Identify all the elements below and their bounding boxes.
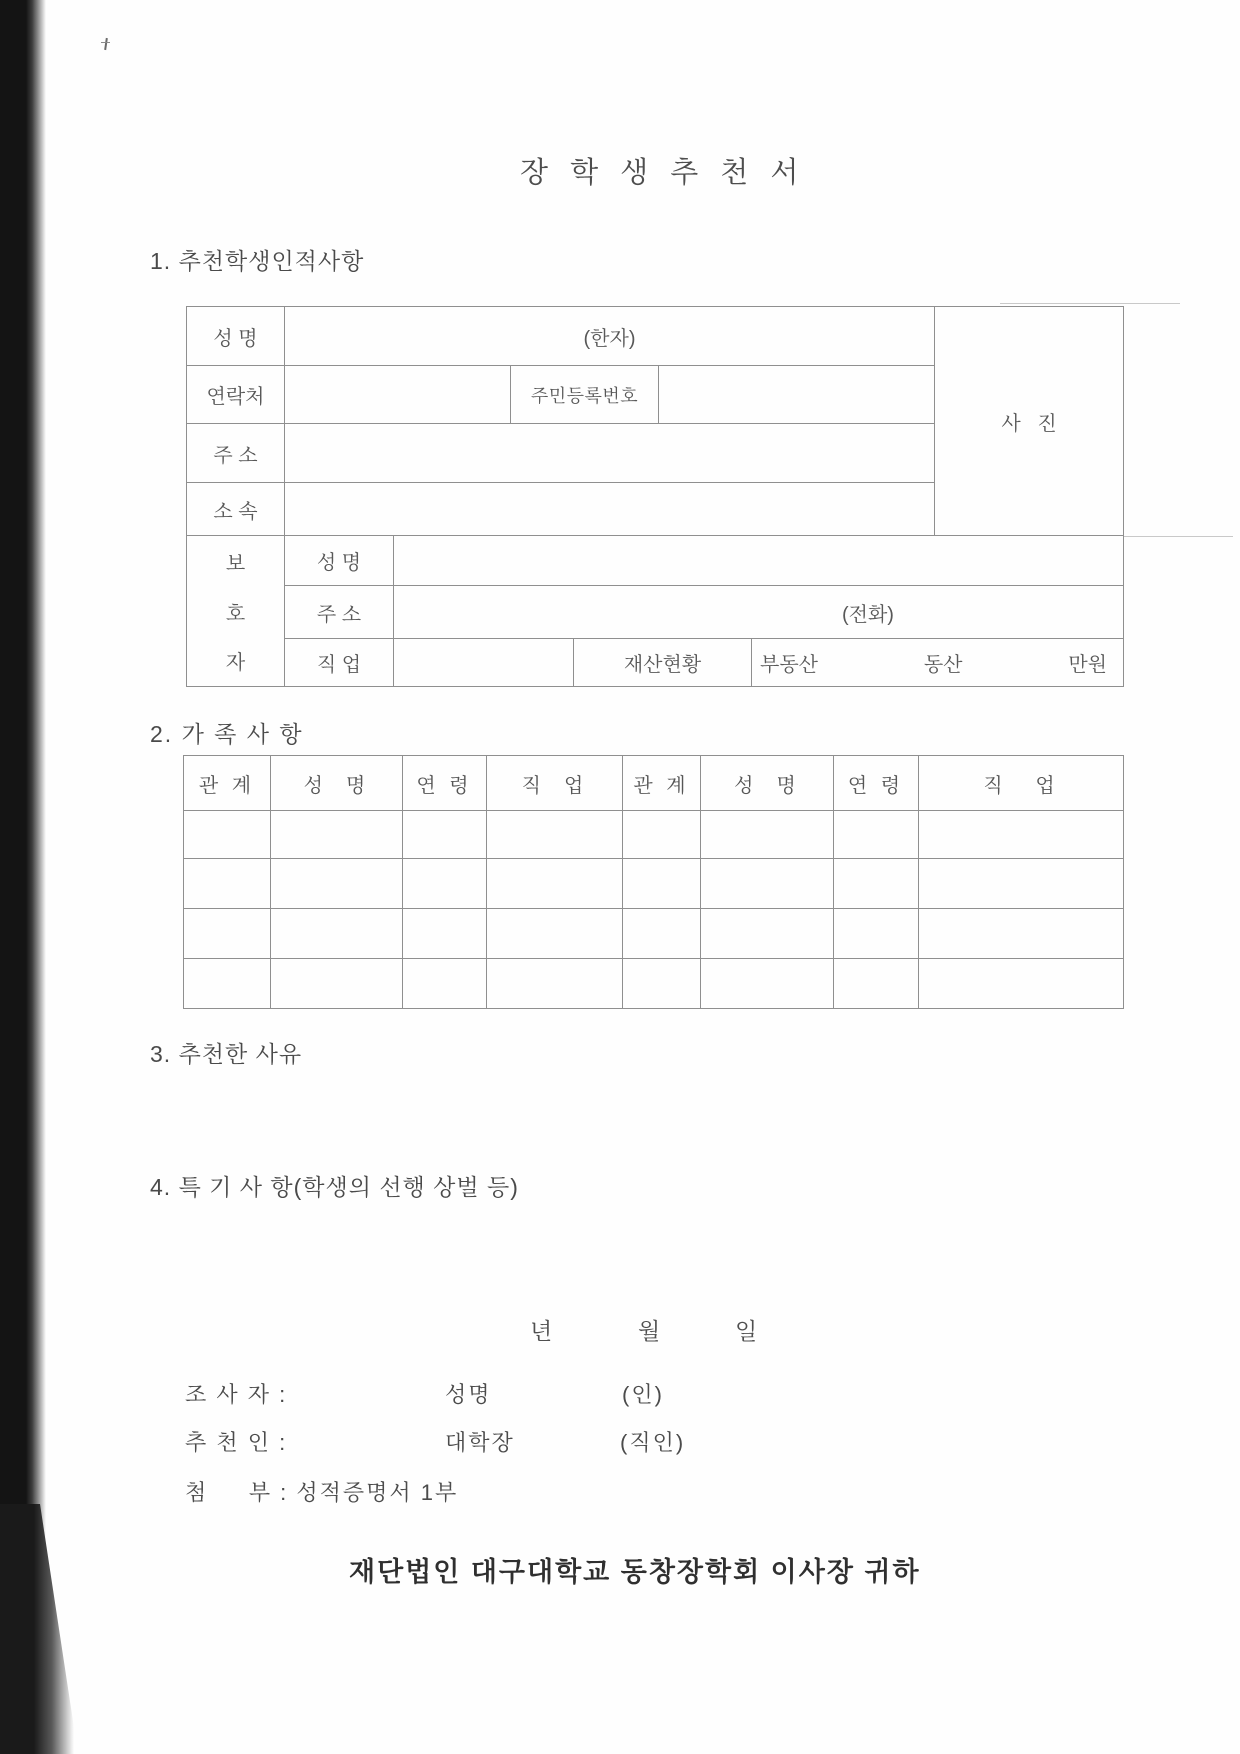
family-cell [701,811,834,859]
student-name-label-cell: 성 명 [187,307,285,366]
family-header-name: 성 명 [271,756,403,811]
family-cell [487,859,623,909]
family-cell [184,909,271,959]
family-cell [834,811,919,859]
scan-streak [1123,536,1233,537]
family-header-relation: 관 계 [184,756,271,811]
family-cell [834,859,919,909]
family-cell [701,909,834,959]
family-table [183,755,1124,1009]
family-cell [403,959,487,1009]
affiliation-value-cell [285,483,935,536]
recommender-label: 추 천 인 : [185,1430,288,1455]
family-header-row [184,756,1124,811]
guardian-name-label-cell: 성 명 [285,536,394,586]
assets-status-label-cell: 재산현황 [574,639,752,687]
family-table-row [184,859,1124,909]
closing-line: 재단법인 대구대학교 동창장학회 이사장 귀하 [349,1557,921,1587]
family-cell [184,859,271,909]
family-table-row [184,811,1124,859]
family-cell [919,909,1124,959]
family-cell [834,959,919,1009]
phone-note: (전화) [842,603,894,626]
guardian-address-value-cell [394,586,1124,639]
family-cell [487,811,623,859]
family-cell [271,811,403,859]
family-cell [403,811,487,859]
guardian-name-value-cell [394,536,1124,586]
year-label: 년 [530,1318,553,1344]
guardian-address-label-cell: 주 소 [285,586,394,639]
family-cell [919,959,1124,1009]
day-label: 일 [735,1318,758,1344]
family-header-job: 직 업 [919,756,1124,811]
recommender-seal-note: (직인) [620,1430,686,1455]
investigator-seal-note: (인) [622,1382,664,1407]
family-cell [271,959,403,1009]
family-cell [701,959,834,1009]
family-header-age: 연 령 [403,756,487,811]
guardian-label-cell [187,536,285,687]
family-header-relation: 관 계 [623,756,701,811]
binding-shadow-band [0,0,46,1754]
recommender-title: 대학장 [445,1430,515,1455]
family-cell [623,811,701,859]
family-cell [919,811,1124,859]
section-1-heading: 1. 추천학생인적사항 [150,248,365,274]
address-label-cell: 주 소 [187,424,285,483]
contact-value-cell [285,366,511,424]
family-cell [403,859,487,909]
section-4-heading: 4. 특 기 사 항(학생의 선행 상벌 등) [150,1174,519,1200]
family-cell [184,959,271,1009]
family-table-row [184,959,1124,1009]
student-name-hanja-cell: (한자) [285,307,935,366]
scan-speck [101,38,111,52]
guardian-job-label-cell: 직 업 [285,639,394,687]
document-title: 장 학 생 추 천 서 [520,157,806,189]
family-header-job: 직 업 [487,756,623,811]
attachment-text: 첨 부 : 성적증명서 1부 [185,1480,459,1505]
family-cell [623,909,701,959]
rrn-label-cell: 주민등록번호 [511,366,659,424]
family-cell [184,811,271,859]
family-header-age: 연 령 [834,756,919,811]
binding-shadow-wedge [0,1504,78,1754]
rrn-value-cell [659,366,935,424]
guardian-job-value-cell [394,639,574,687]
real-estate-label: 부동산 [760,654,818,676]
family-cell [403,909,487,959]
assets-detail-cell [752,639,1124,687]
movables-label: 동산 [923,654,963,676]
family-cell [623,859,701,909]
photo-cell: 사 진 [935,307,1124,536]
family-cell [487,909,623,959]
address-value-cell [285,424,935,483]
section-3-heading: 3. 추천한 사유 [150,1041,303,1067]
family-cell [271,859,403,909]
family-header-name: 성 명 [701,756,834,811]
contact-label-cell: 연락처 [187,366,285,424]
month-label: 월 [638,1318,661,1344]
scan-streak [1000,303,1180,304]
affiliation-label-cell: 소 속 [187,483,285,536]
family-cell [834,909,919,959]
family-cell [701,859,834,909]
family-table-row [184,909,1124,959]
investigator-label: 조 사 자 : [185,1382,288,1407]
family-cell [623,959,701,1009]
section-2-heading: 2. 가 족 사 항 [150,721,304,747]
guardian-vertical-label: 보 호 자 [225,553,246,674]
family-cell [919,859,1124,909]
family-cell [271,909,403,959]
unit-label: 만원 [1068,654,1107,676]
investigator-name-label: 성명 [445,1382,492,1407]
family-cell [487,959,623,1009]
student-info-table [186,306,1124,687]
